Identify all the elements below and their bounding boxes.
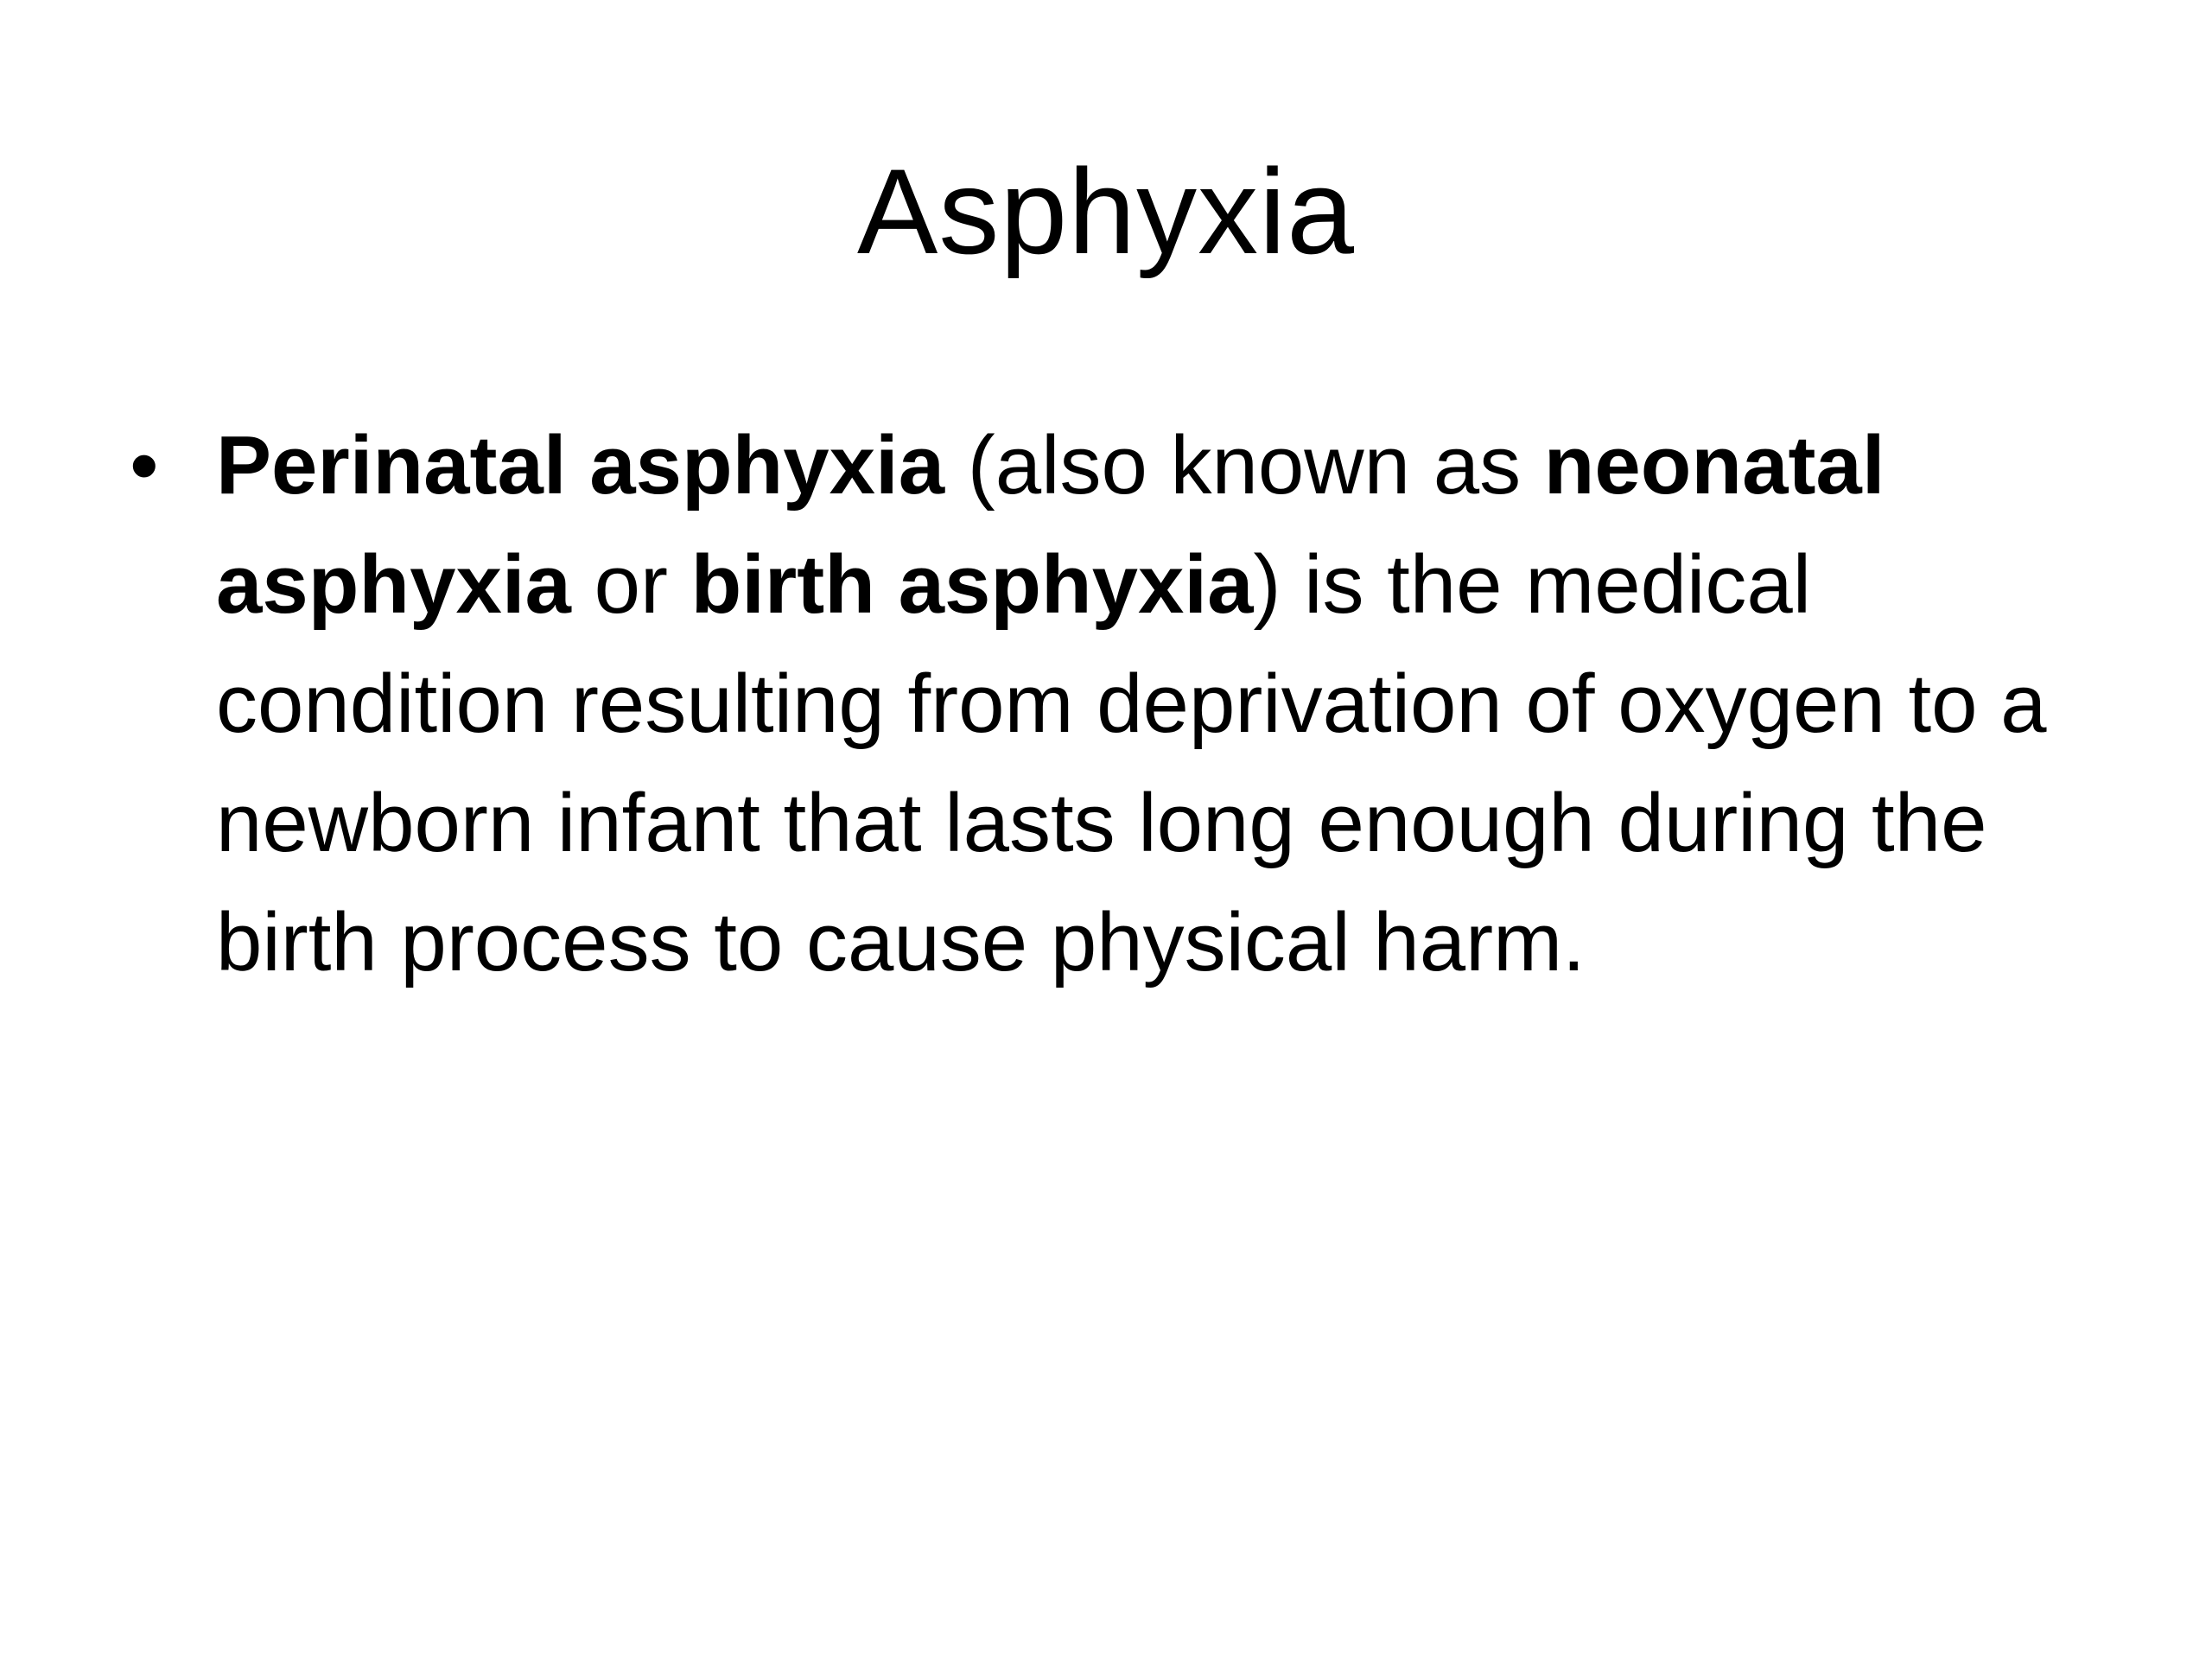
bullet-text-3: ) is the medical condition resulting from deprivation of oxygen to a newborn infant that lasts long enough during the birth process to cause physical harm.	[216, 538, 2047, 988]
slide-title: Asphyxia	[856, 143, 1356, 279]
bullet-text-1: (also known as	[944, 419, 1544, 512]
bullet-text-2: or	[570, 538, 691, 631]
bullet-item	[130, 406, 2117, 1002]
term-neonatal-asphyxia: neonatal asphyxia	[216, 419, 1885, 631]
term-birth-asphyxia: birth asphyxia	[690, 538, 1254, 631]
bullet-dot-icon: •	[130, 419, 159, 512]
bullet-list	[130, 406, 2117, 1002]
term-perinatal-asphyxia: Perinatal asphyxia	[216, 419, 945, 512]
